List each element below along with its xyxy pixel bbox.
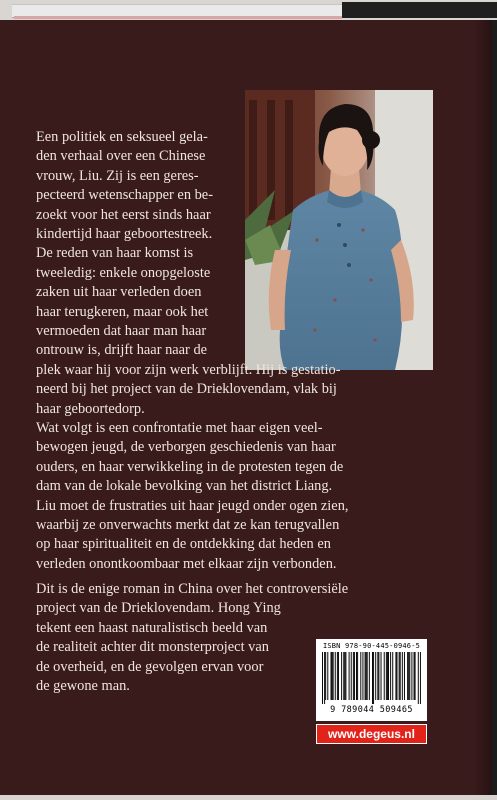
barcode-bar [390,652,391,700]
barcode-bar [362,652,363,700]
barcode-digits: 9 789044 509465 [330,705,413,715]
closing-line: Dit is de enige roman in China over het controversiële [36,581,349,597]
barcode-bar [373,652,374,704]
cover-right-edge [492,20,497,795]
barcode-bar [324,652,325,704]
back-cover [0,20,492,795]
barcode-bar [331,652,332,700]
barcode-bar [395,652,396,700]
barcode-bar [378,652,379,700]
barcode-bar [404,652,405,700]
barcode-bar [357,652,358,700]
barcode-bar [360,652,361,700]
blurb-line: kindertijd haar geboortestreek. [36,226,213,242]
barcode-bar [375,652,376,700]
blurb-line: zaken uit haar verleden doen [36,284,202,301]
blurb-line: plek waar hij voor zijn werk verblijft. Hij is gestatio- [36,361,341,378]
barcode-bar [367,652,368,700]
author-photo [245,90,433,370]
cover-bottom-edge [0,795,497,800]
barcode-bar [400,652,401,700]
blurb-line: den verhaal over een Chinese [36,148,206,165]
barcode-bar [386,652,387,700]
barcode-bar [354,652,355,700]
blurb-line: haar geboortedorp. [36,400,145,417]
barcode-bar [388,652,389,700]
barcode-bar [418,652,419,704]
barcode-bar [335,652,336,700]
barcode-bar [366,652,367,700]
closing-line: project van de Drieklovendam. Hong Ying [36,600,281,617]
barcode-bar [338,652,339,700]
barcode-bar [402,652,403,700]
blurb-line: ontrouw is, drijft haar naar de [36,342,208,359]
barcode-bar [409,652,410,700]
barcode [322,652,421,704]
spine-shade [474,20,492,795]
barcode-bar [325,652,326,700]
blurb-line: De reden van haar komst is [36,245,194,262]
barcode-bar [387,652,388,700]
blurb-line: haar terugkeren, maar ook het [36,303,209,320]
barcode-bar [369,652,370,700]
barcode-bar [322,652,323,704]
barcode-bar [408,652,409,700]
barcode-bar [384,652,385,700]
barcode-bar [372,652,373,704]
blurb-line: dam van de lokale bevolking van het district Liang. [36,478,333,495]
blurb-line: vermoeden dat haar man haar [36,323,207,339]
blurb-line: vrouw, Liu. Zij is een geres- [36,167,199,184]
barcode-bar [333,652,334,700]
barcode-bar [407,652,408,700]
barcode-bar [337,652,338,700]
barcode-bar [377,652,378,700]
barcode-bar [341,652,342,700]
blurb-line: Een politiek en seksueel gela- [36,129,208,145]
blurb-line: bewogen jeugd, de verborgen geschiedenis van haar [36,439,336,456]
blurb-line: pecteerd wetenschapper en be- [36,187,213,204]
binding-top-strip [0,0,497,20]
website-badge: www.degeus.nl [316,724,427,744]
barcode-bar [414,652,415,700]
blurb-line: ouders, en haar verwikkeling in de protesten tegen de [36,458,344,475]
blurb-line: Liu moet de frustraties uit haar jeugd onder ogen zien, [36,497,349,514]
blurb-line: zoekt voor het eerst sinds haar [36,206,211,223]
binding-band-pink [14,16,342,19]
binding-band-dark [342,2,497,18]
closing-line: de overheid, en de gevolgen ervan voor [36,658,264,675]
closing-line: tekent een haast naturalistisch beeld van [36,619,268,636]
closing-line: de gewone man. [36,678,130,694]
blurb-line: waarbij ze onverwachts merkt dat ze kan terugvallen [36,517,340,533]
barcode-bar [399,652,400,700]
isbn-label: ISBN 978-90-445-0946-5 [322,642,421,650]
barcode-bar [345,652,346,700]
barcode-bar [327,652,328,700]
blurb-line: verleden onontkoombaar met elkaar zijn verbonden. [36,555,337,572]
barcode-bar [420,652,421,704]
barcode-bar [392,652,393,700]
barcode-bar [332,652,333,700]
barcode-bar [349,652,350,700]
blurb-line: neerd bij het project van de Drieklovendam, vlak bij [36,381,337,398]
barcode-bar [415,652,416,700]
blurb-line: op haar spiritualiteit en de ontdekking dat heden en [36,536,331,553]
barcode-bar [411,652,412,700]
closing-line: de realiteit achter dit monsterproject van [36,639,269,656]
barcode-bar [351,652,352,700]
barcode-bar [365,652,366,700]
barcode-bar [353,652,354,700]
barcode-bar [356,652,357,700]
barcode-bar [344,652,345,700]
blurb-line: tweeledig: enkele onopgeloste [36,264,211,281]
barcode-bar [343,652,344,700]
blurb-line: Wat volgt is een confrontatie met haar eigen veel- [36,420,323,436]
barcode-bar [381,652,382,700]
barcode-box [316,639,427,721]
barcode-bar [397,652,398,700]
